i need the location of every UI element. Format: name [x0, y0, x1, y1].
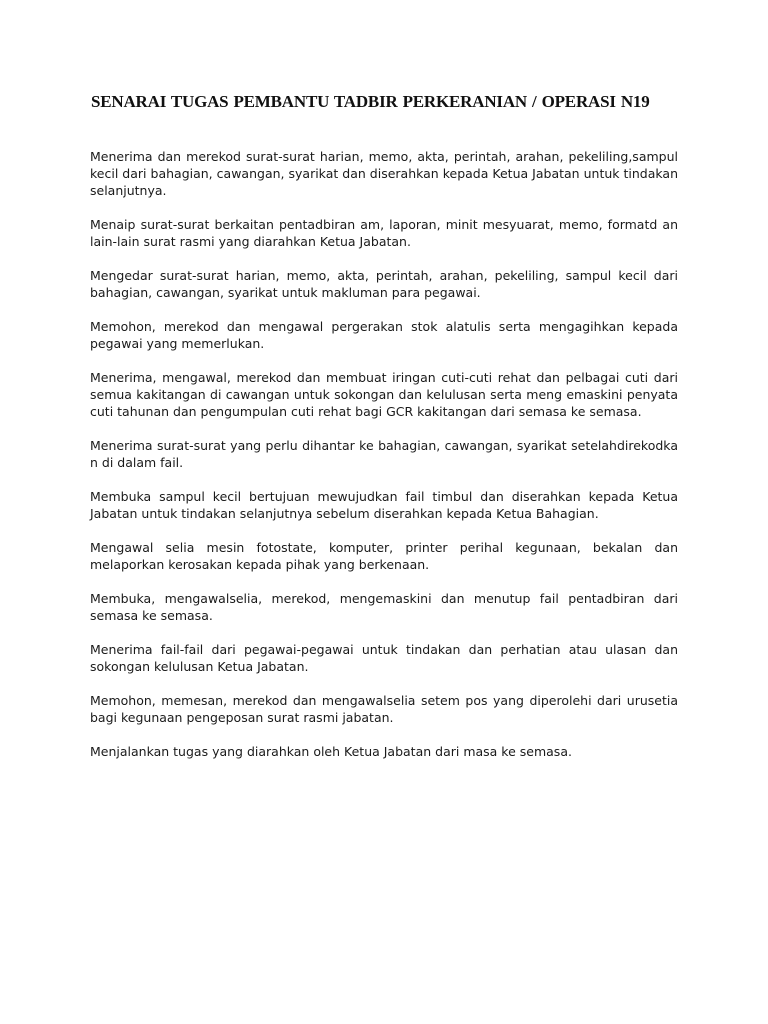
- document-title: SENARAI TUGAS PEMBANTU TADBIR PERKERANIAN / OPERASI N19: [91, 92, 650, 111]
- duty-item: Membuka, mengawalselia, merekod, mengemaskini dan menutup fail pentadbiran dari semasa ke semasa.: [90, 591, 678, 623]
- duty-item: Memohon, memesan, merekod dan mengawalselia setem pos yang diperolehi dari urusetia bagi kegunaan pengeposan surat rasmi jabatan.: [90, 693, 678, 725]
- duty-item: Menerima fail-fail dari pegawai-pegawai untuk tindakan dan perhatian atau ulasan dan sokongan kelulusan Ketua Jabatan.: [90, 642, 678, 674]
- duty-item: Membuka sampul kecil bertujuan mewujudkan fail timbul dan diserahkan kepada Ketua Jabatan untuk tindakan selanjutnya sebelum diserahkan kepada Ketua Bahagian.: [90, 489, 678, 521]
- duty-item: Menjalankan tugas yang diarahkan oleh Ketua Jabatan dari masa ke semasa.: [90, 744, 572, 759]
- duty-item: Menaip surat-surat berkaitan pentadbiran am, laporan, minit mesyuarat, memo, formatd an lain-lain surat rasmi yang diarahkan Ketua Jabatan.: [90, 217, 678, 249]
- duty-list: [90, 148, 678, 760]
- duty-item: Mengawal selia mesin fotostate, komputer, printer perihal kegunaan, bekalan dan melaporkan kerosakan kepada pihak yang berkenaan.: [90, 540, 678, 572]
- duty-item: Memohon, merekod dan mengawal pergerakan stok alatulis serta mengagihkan kepada pegawai yang memerlukan.: [90, 319, 678, 351]
- duty-item: Menerima surat-surat yang perlu dihantar ke bahagian, cawangan, syarikat setelahdirekodka n di dalam fail.: [90, 438, 678, 470]
- duty-item: Mengedar surat-surat harian, memo, akta, perintah, arahan, pekeliling, sampul kecil dari bahagian, cawangan, syarikat untuk makluman para pegawai.: [90, 268, 678, 300]
- duty-item: Menerima dan merekod surat-surat harian, memo, akta, perintah, arahan, pekeliling,sampul kecil dari bahagian, cawangan, syarikat dan diserahkan kepada Ketua Jabatan untuk tindakan selanjutnya.: [90, 149, 678, 198]
- duty-item: Menerima, mengawal, merekod dan membuat iringan cuti-cuti rehat dan pelbagai cuti dari semua kakitangan di cawangan untuk sokongan dan kelulusan serta meng emaskini penyata cuti tahunan dan pengumpulan cuti rehat bagi GCR kakitangan dari semasa ke semasa.: [90, 370, 678, 419]
